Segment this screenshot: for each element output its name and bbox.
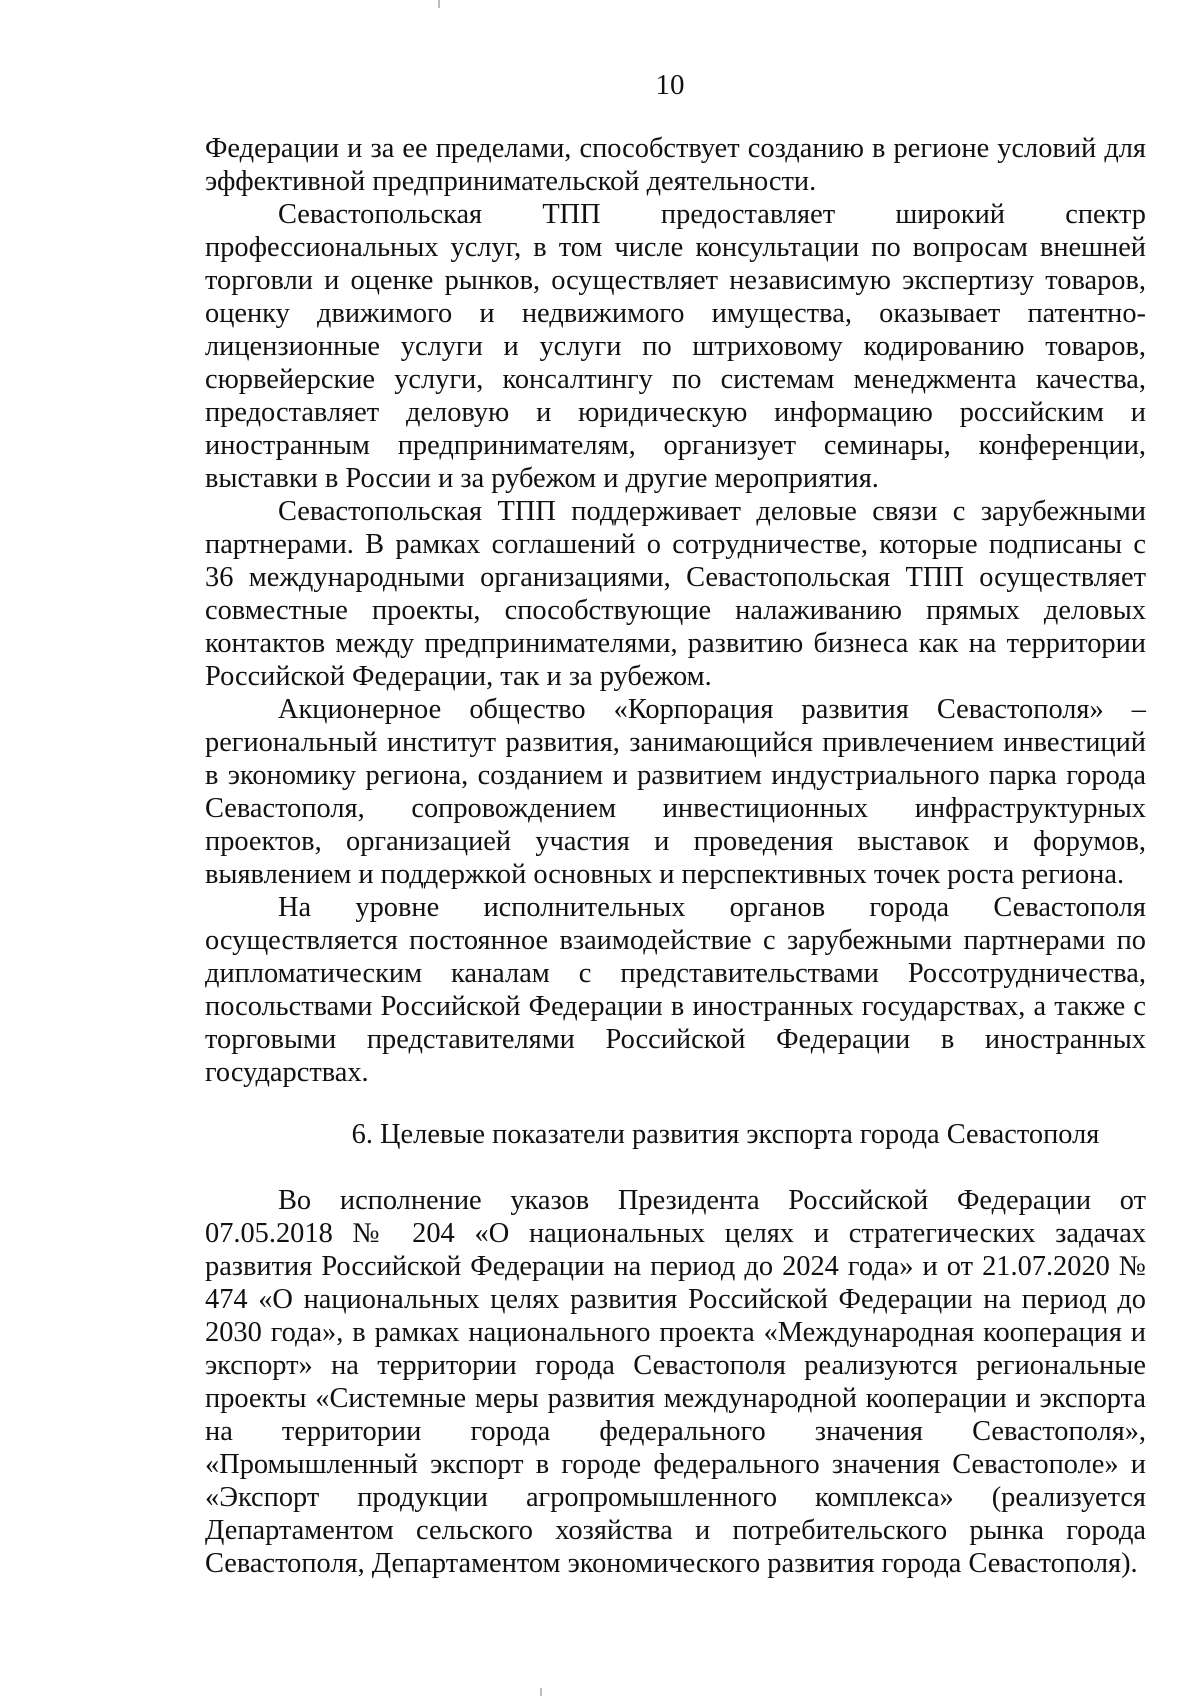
paragraph-tpp-partners: Севастопольская ТПП поддерживает деловые связи с зарубежными партнерами. В рамках соглашений о сотрудничестве, которые подписаны с 36 международными организациями, Севастопольская ТПП осуществляет совместные проекты, способствующие налаживанию прямых деловых контактов между предпринимателями, развитию бизнеса как на территории Российской Федерации, так и за рубежом. <box>205 496 1146 692</box>
body-text <box>205 132 1146 1089</box>
scan-artifact <box>438 0 440 8</box>
page-number: 10 <box>655 69 685 101</box>
paragraph-presidential-decrees: Во исполнение указов Президента Российской Федерации от 07.05.2018 № 204 «О национальных целях и стратегических задачах развития Российской Федерации на период до 2024 года» и от 21.07.2020 № 474 «О национальных целях развития Российской Федерации на период до 2030 года», в рамках национального проекта «Международная кооперация и экспорт» на территории города Севастополя реализуются региональные проекты «Системные меры развития международной кооперации и экспорта на территории города федерального значения Севастополя», «Промышленный экспорт в городе федерального значения Севастополе» и «Экспорт продукции агропромышленного комплекса» (реализуется Департаментом сельского хозяйства и потребительского рынка города Севастополя, Департаментом экономического развития города Севастополя). <box>205 1185 1146 1579</box>
section-heading: 6. Целевые показатели развития экспорта города Севастополя <box>351 1119 1100 1150</box>
paragraph-development-corporation: Акционерное общество «Корпорация развития Севастополя» – региональный институт развития, занимающийся привлечением инвестиций в экономику региона, созданием и развитием индустриального парка города Севастополя, сопровождением инвестиционных инфраструктурных проектов, организацией участия и проведения выставок и форумов, выявлением и поддержкой основных и перспективных точек роста региона. <box>205 694 1146 890</box>
paragraph-continuation: Федерации и за ее пределами, способствует созданию в регионе условий для эффективной предпринимательской деятельности. <box>205 133 1146 197</box>
paragraph-executive-bodies: На уровне исполнительных органов города Севастополя осуществляется постоянное взаимодействие с зарубежными партнерами по дипломатическим каналам с представительствами Россотрудничества, посольствами Российской Федерации в иностранных государствах, а также с торговыми представителями Российской Федерации в иностранных государствах. <box>205 892 1146 1088</box>
paragraph-tpp-services: Севастопольская ТПП предоставляет широкий спектр профессиональных услуг, в том числе консультации по вопросам внешней торговли и оценке рынков, осуществляет независимую экспертизу товаров, оценку движимого и недвижимого имущества, оказывает патентно-лицензионные услуги и услуги по штриховому кодированию товаров, сюрвейерские услуги, консалтингу по системам менеджмента качества, предоставляет деловую и юридическую информацию российским и иностранным предпринимателям, организует семинары, конференции, выставки в России и за рубежом и другие мероприятия. <box>205 199 1146 494</box>
section-body <box>205 1184 1146 1580</box>
scan-artifact <box>540 1688 542 1696</box>
